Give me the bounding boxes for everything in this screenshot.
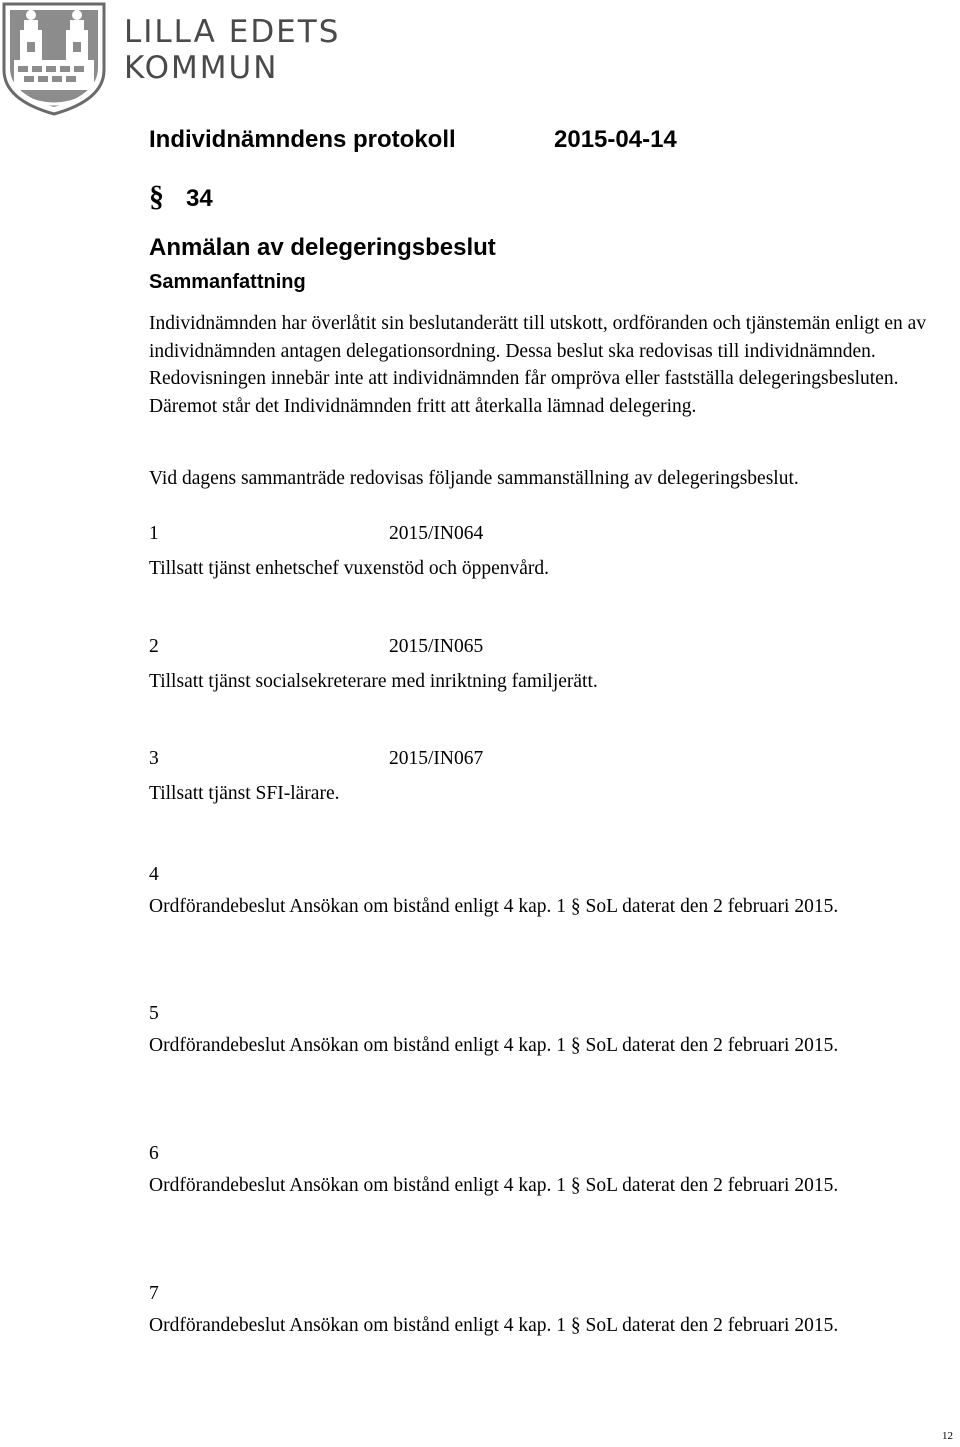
page-number: 12 xyxy=(942,1430,953,1442)
municipality-crest-icon xyxy=(0,0,110,118)
summary-text: Individnämnden har överlåtit sin beslutanderätt till utskott, ordföranden och tjänstemän enligt en av individnämnden antagen delegationsordning. Dessa beslut ska redovisas till individnämnden. Redovisningen innebär inte att individnämnden får ompröva eller fastställa delegeringsbesluten. Däremot står det Individnämnden fritt att återkalla lämnad delegering. xyxy=(149,313,927,417)
section-sign: § xyxy=(149,180,164,213)
item-number: 1 xyxy=(149,523,159,544)
item-number: 6 xyxy=(149,1143,159,1164)
item-reference: 2015/IN067 xyxy=(389,748,484,769)
item-description: Tillsatt tjänst socialsekreterare med inriktning familjerätt. xyxy=(149,671,598,692)
summary-heading: Sammanfattning xyxy=(149,271,306,293)
wordmark-line-1: LILLA EDETS xyxy=(124,14,341,50)
item-reference: 2015/IN064 xyxy=(389,523,484,544)
item-number: 3 xyxy=(149,748,159,769)
paragraph-heading xyxy=(149,180,213,214)
item-number: 5 xyxy=(149,1003,159,1024)
wordmark-line-2: KOMMUN xyxy=(124,50,279,86)
item-number: 4 xyxy=(149,864,159,885)
item-description: Ordförandebeslut Ansökan om bistånd enligt 4 kap. 1 § SoL daterat den 2 februari 2015. xyxy=(149,1035,839,1056)
item-description: Tillsatt tjänst SFI-lärare. xyxy=(149,783,340,804)
item-number: 2 xyxy=(149,636,159,657)
item-description: Tillsatt tjänst enhetschef vuxenstöd och öppenvård. xyxy=(149,558,550,579)
municipality-wordmark xyxy=(124,14,340,86)
item-description: Ordförandebeslut Ansökan om bistånd enligt 4 kap. 1 § SoL daterat den 2 februari 2015. xyxy=(149,1315,839,1336)
item-description: Ordförandebeslut Ansökan om bistånd enligt 4 kap. 1 § SoL daterat den 2 februari 2015. xyxy=(149,1175,839,1196)
protocol-date: 2015-04-14 xyxy=(554,126,677,153)
item-reference: 2015/IN065 xyxy=(389,636,484,657)
intro-text: Vid dagens sammanträde redovisas följande sammanställning av delegeringsbeslut. xyxy=(149,468,799,489)
protocol-title: Individnämndens protokoll xyxy=(149,126,456,153)
paragraph-number: 34 xyxy=(186,185,213,212)
section-title: Anmälan av delegeringsbeslut xyxy=(149,234,496,261)
item-description: Ordförandebeslut Ansökan om bistånd enligt 4 kap. 1 § SoL daterat den 2 februari 2015. xyxy=(149,896,839,917)
item-number: 7 xyxy=(149,1283,159,1304)
